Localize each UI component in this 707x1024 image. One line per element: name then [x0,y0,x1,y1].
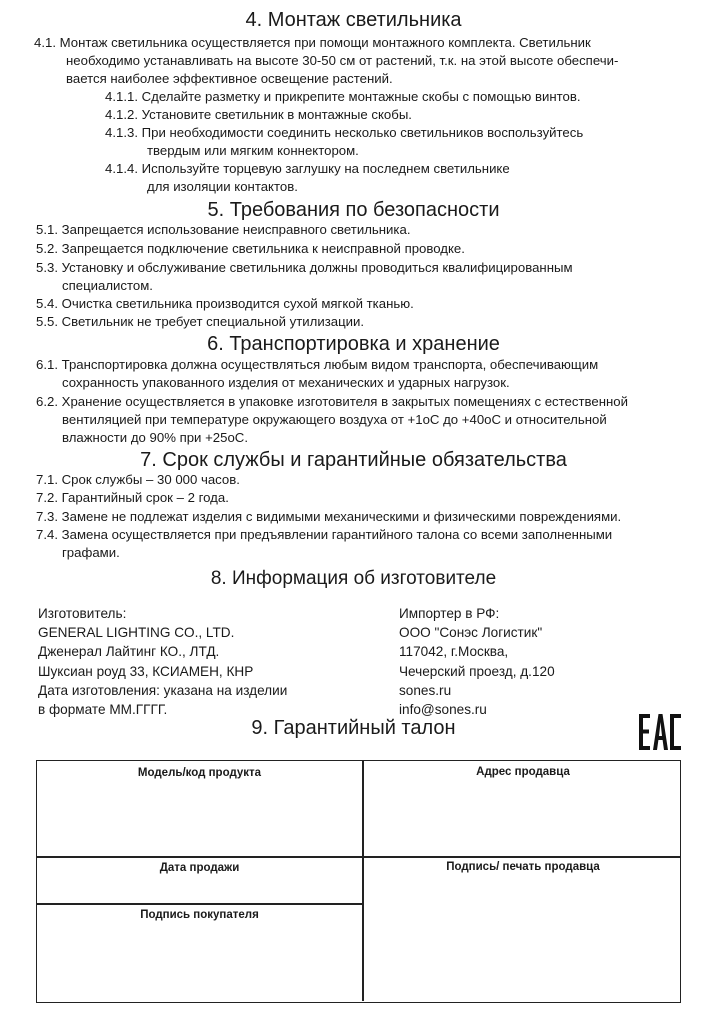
section-4-title: 4. Монтаж светильника [245,9,462,31]
section-7-title: 7. Срок службы и гарантийные обязательства [140,449,567,471]
importer-line: 117042, г.Москва, [399,644,509,660]
section-6-line: 6.1. Транспортировка должна осуществляться любым видом транспорта, обеспечивающим [36,357,599,372]
sale-date-field-label: Дата продажи [159,862,240,874]
manufacturer-line: Изготовитель: [38,606,127,621]
section-4-line: 4.1.3. При необходимости соединить несколько светильников воспользуйтесь [105,125,584,140]
section-5-line: 5.3. Установку и обслуживание светильника должны проводиться квалифицированным [36,260,573,275]
section-7-line: 7.3. Замене не подлежат изделия с видимыми механическими и физическими повреждениями. [36,509,622,524]
section-4-line: 4.1.4. Используйте торцевую заглушку на последнем светильнике [105,161,510,176]
section-6-line: сохранность упакованного изделия от механических и ударных нагрузок. [62,375,510,390]
seller-address-field-label: Адрес продавца [476,766,570,778]
buyer-signature-field-label: Подпись покупателя [140,909,259,921]
section-5-line: 5.5. Светильник не требует специальной утилизации. [36,314,365,329]
section-4-line: для изоляции контактов. [147,179,298,194]
warranty-card-divider [37,903,362,905]
seller-signature-field-label: Подпись/ печать продавца [446,861,600,873]
section-5-title: 5. Требования по безопасности [207,199,500,221]
manufacturer-line: Дата изготовления: указана на изделии [38,682,288,698]
section-6-title: 6. Транспортировка и хранение [207,333,500,355]
section-5-line: 5.4. Очистка светильника производится сухой мягкой тканью. [36,296,414,311]
importer-info [399,604,555,719]
manufacturer-line: в формате ММ.ГГГГ. [38,702,168,718]
manufacturer-line: Дженерал Лайтинг КО., ЛТД. [38,644,220,660]
importer-line: ООО "Сонэс Логистик" [399,625,543,641]
manufacturer-line: GENERAL LIGHTING CO., LTD. [38,625,235,641]
section-7-line: 7.1. Срок службы – 30 000 часов. [36,472,240,487]
section-6-line: 6.2. Хранение осуществляется в упаковке изготовителя в закрытых помещениях с естественной [36,394,628,409]
section-5-line: специалистом. [62,278,153,293]
importer-line: Импортер в РФ: [399,606,500,621]
manufacturer-line: Шуксиан роуд 33, КСИАМЕН, КНР [38,663,254,679]
section-4-line: 4.1.2. Установите светильник в монтажные скобы. [105,107,412,122]
section-7-line: графами. [62,545,120,560]
section-4-line: вается наиболее эффективное освещение растений. [66,71,393,86]
section-7-line: 7.2. Гарантийный срок – 2 года. [36,490,229,505]
eac-mark-icon [638,713,682,751]
section-7-line: 7.4. Замена осуществляется при предъявлении гарантийного талона со всеми заполненными [36,527,613,542]
section-6-line: влажности до 90% при +25оС. [62,430,248,445]
section-4-line: 4.1. Монтаж светильника осуществляется при помощи монтажного комплекта. Светильник [34,35,591,50]
manufacturer-info [38,604,287,719]
warranty-card-table [36,760,681,1003]
importer-line: sones.ru [399,682,452,698]
model-field-label: Модель/код продукта [137,767,262,779]
section-8-title: 8. Информация об изготовителе [210,568,497,589]
section-5-line: 5.1. Запрещается использование неисправного светильника. [36,222,411,237]
section-4-line: 4.1.1. Сделайте разметку и прикрепите монтажные скобы с помощью винтов. [105,89,581,104]
section-6-line: вентиляцией при температуре окружающего воздуха от +1оС до +40оС и относительной [62,412,607,427]
warranty-card-divider [362,761,364,1001]
section-9-title: 9. Гарантийный талон [251,717,456,739]
warranty-card-divider [37,856,680,858]
importer-line: Чечерский проезд, д.120 [399,663,555,679]
section-4-line: твердым или мягким коннектором. [147,143,359,158]
section-4-line: необходимо устанавливать на высоте 30-50 см от растений, т.к. на этой высоте обеспечи- [66,53,619,68]
section-5-line: 5.2. Запрещается подключение светильника к неисправной проводке. [36,241,465,256]
importer-line: info@sones.ru [399,702,487,718]
